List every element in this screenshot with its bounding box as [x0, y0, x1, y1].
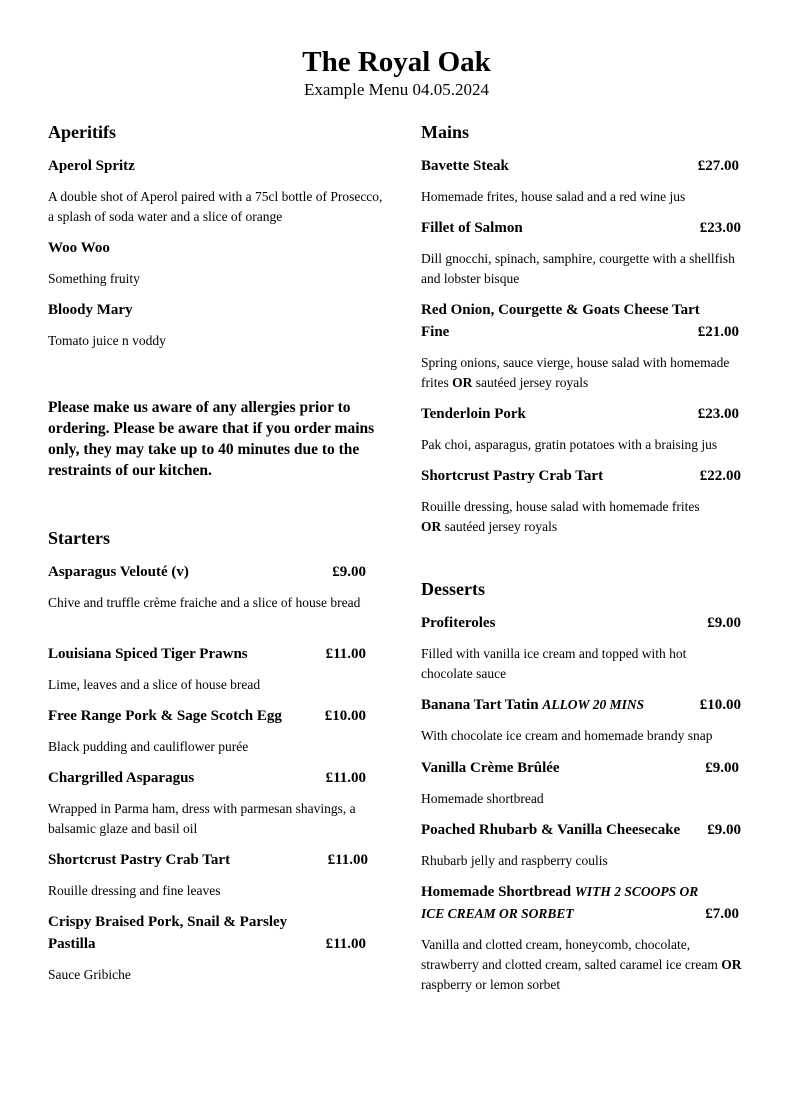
item-name-creme-brulee: Vanilla Crème Brûlée	[421, 760, 560, 776]
item-desc-bavette-steak: Homemade frites, house salad and a red wine jus	[421, 189, 686, 204]
item-name-aperol-spritz: Aperol Spritz	[48, 158, 135, 174]
item-price-banana-tart-tatin: £10.00	[699, 697, 741, 713]
item-name-crab-tart-starter: Shortcrust Pastry Crab Tart	[48, 852, 231, 868]
item-name-pork-pastilla-line2: Pastilla	[48, 936, 96, 952]
item-name-fillet-of-salmon: Fillet of Salmon	[421, 220, 523, 236]
item-desc-scotch-egg: Black pudding and cauliflower purée	[48, 739, 249, 754]
item-note-banana-tart-tatin: ALLOW 20 MINS	[542, 697, 645, 712]
item-name-bavette-steak: Bavette Steak	[421, 158, 509, 174]
item-name-goats-cheese-tart-line1: Red Onion, Courgette & Goats Cheese Tart	[421, 302, 700, 318]
section-heading-starters: Starters	[48, 528, 110, 548]
item-desc-bloody-mary: Tomato juice n voddy	[48, 333, 166, 348]
item-desc-creme-brulee: Homemade shortbread	[421, 791, 544, 806]
item-price-crab-tart-main: £22.00	[699, 468, 741, 484]
item-desc-aperol-spritz: A double shot of Aperol paired with a 75cl bottle of Prosecco, a splash of soda water and a slice of orange	[48, 189, 383, 224]
item-price-pork-pastilla: £11.00	[325, 936, 366, 952]
allergy-notice: Please make us aware of any allergies prior to ordering. Please be aware that if you order mains only, they may take up to 40 minutes due to the restraints of our kitchen.	[48, 399, 375, 479]
item-desc-chargrilled-asparagus: Wrapped in Parma ham, dress with parmesan shavings, a balsamic glaze and basil oil	[48, 801, 356, 836]
item-price-rhubarb-cheesecake: £9.00	[707, 822, 741, 838]
item-name-tenderloin-pork: Tenderloin Pork	[421, 406, 526, 422]
item-price-profiteroles: £9.00	[707, 615, 741, 631]
item-desc-crab-tart-starter: Rouille dressing and fine leaves	[48, 883, 221, 898]
item-name-crab-tart-main: Shortcrust Pastry Crab Tart	[421, 468, 604, 484]
item-price-crab-tart-starter: £11.00	[327, 852, 368, 868]
item-price-homemade-shortbread: £7.00	[705, 906, 739, 922]
item-price-fillet-of-salmon: £23.00	[699, 220, 741, 236]
item-price-asparagus-veloute: £9.00	[332, 564, 366, 580]
item-desc-tenderloin-pork: Pak choi, asparagus, gratin potatoes with a braising jus	[421, 437, 718, 452]
item-price-bavette-steak: £27.00	[697, 158, 739, 174]
item-desc-woo-woo: Something fruity	[48, 271, 140, 286]
item-name-banana-tart-tatin: Banana Tart Tatin ALLOW 20 MINS	[421, 697, 645, 713]
item-price-tenderloin-pork: £23.00	[697, 406, 739, 422]
item-name-profiteroles: Profiteroles	[421, 615, 496, 631]
item-desc-goats-cheese-tart: Spring onions, sauce vierge, house salad with homemade frites OR sautéed jersey royals	[421, 355, 730, 390]
item-desc-fillet-of-salmon: Dill gnocchi, spinach, samphire, courgette with a shellfish and lobster bisque	[421, 251, 735, 286]
item-name-chargrilled-asparagus: Chargrilled Asparagus	[48, 770, 195, 786]
item-name-goats-cheese-tart-line2: Fine	[421, 324, 450, 340]
item-note-shortbread-line2: ICE CREAM OR SORBET	[421, 906, 574, 921]
item-price-goats-cheese-tart: £21.00	[697, 324, 739, 340]
item-note-shortbread-line1: WITH 2 SCOOPS OR	[574, 884, 699, 899]
item-desc-rhubarb-cheesecake: Rhubarb jelly and raspberry coulis	[421, 853, 608, 868]
item-price-chargrilled-asparagus: £11.00	[325, 770, 366, 786]
item-desc-pork-pastilla: Sauce Gribiche	[48, 967, 131, 982]
item-desc-asparagus-veloute: Chive and truffle crème fraiche and a slice of house bread	[48, 595, 361, 610]
item-desc-homemade-shortbread: Vanilla and clotted cream, honeycomb, chocolate, strawberry and clotted cream, salted caramel ice cream OR raspberry or lemon sorbet	[421, 937, 742, 992]
item-desc-banana-tart-tatin: With chocolate ice cream and homemade brandy snap	[421, 728, 713, 743]
item-price-scotch-egg: £10.00	[324, 708, 366, 724]
section-heading-aperitifs: Aperitifs	[48, 122, 116, 142]
menu-subtitle: Example Menu 04.05.2024	[303, 80, 490, 99]
item-name-tiger-prawns: Louisiana Spiced Tiger Prawns	[48, 646, 248, 662]
item-price-tiger-prawns: £11.00	[325, 646, 366, 662]
item-price-creme-brulee: £9.00	[705, 760, 739, 776]
item-name-homemade-shortbread: Homemade Shortbread WITH 2 SCOOPS OR	[421, 884, 699, 900]
item-name-scotch-egg: Free Range Pork & Sage Scotch Egg	[48, 708, 282, 724]
item-name-pork-pastilla-line1: Crispy Braised Pork, Snail & Parsley	[48, 914, 288, 930]
section-heading-mains: Mains	[421, 122, 470, 142]
item-desc-crab-tart-main: Rouille dressing, house salad with homemade frites OR sautéed jersey royals	[421, 499, 700, 534]
section-heading-desserts: Desserts	[421, 579, 485, 599]
item-desc-profiteroles: Filled with vanilla ice cream and topped with hot chocolate sauce	[421, 646, 687, 681]
item-name-bloody-mary: Bloody Mary	[48, 302, 133, 318]
item-name-woo-woo: Woo Woo	[48, 240, 110, 256]
item-name-asparagus-veloute: Asparagus Velouté (v)	[48, 564, 189, 580]
item-desc-tiger-prawns: Lime, leaves and a slice of house bread	[48, 677, 261, 692]
page-title: The Royal Oak	[302, 46, 491, 78]
item-name-rhubarb-cheesecake: Poached Rhubarb & Vanilla Cheesecake	[421, 822, 681, 838]
